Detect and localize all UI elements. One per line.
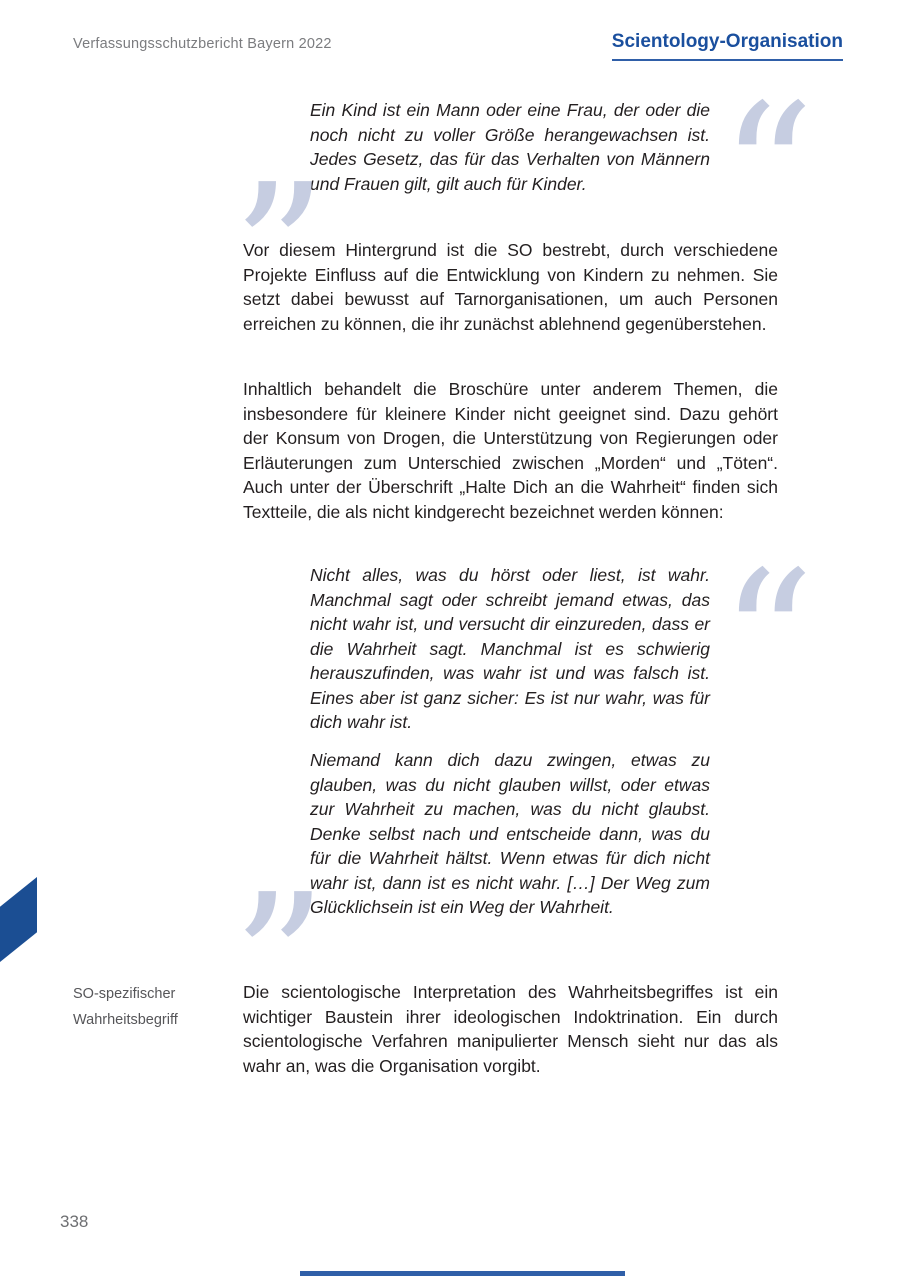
- blue-chevron-shape: [0, 877, 37, 962]
- quote-open-icon: “: [720, 531, 815, 747]
- quote-close-icon: ”: [232, 144, 327, 360]
- margin-note-line-1: SO-spezifischer: [73, 986, 176, 1002]
- report-title: Verfassungsschutzbericht Bayern 2022: [73, 36, 332, 52]
- chapter-title-wrap: [612, 31, 843, 61]
- chapter-title: Scientology-Organisation: [612, 31, 843, 61]
- closing-paragraph: Die scientologische Interpretation des Wahrheitsbegriffes ist ein wichtiger Baustein ihrer ideologischen Indoktrination. Ein durch scientologische Verfahren manipulierter Mensch sieht nur das als wahr an, was die Organisation vorgibt.: [243, 982, 778, 1076]
- quote-2-paragraph-2: Niemand kann dich dazu zwingen, etwas zu glauben, was du nicht glauben willst, oder etwas zur Wahrheit zu machen, was du nicht glaubst. Denke selbst nach und entscheide dann, was du für die Wahrheit hältst. Wenn etwas für dich nicht wahr ist, dann ist es nicht wahr. […] Der Weg zum Glücklichsein ist ein Weg der Wahrheit.: [310, 750, 710, 917]
- quote-2-paragraph-1: Nicht alles, was du hörst oder liest, ist wahr. Manchmal sagt oder schreibt jemand etwas, das nicht wahr ist, und versucht dir einzureden, dass er die Wahrheit sagt. Manchmal ist es schwierig herauszufinden, was wahr ist und was falsch ist. Eines aber ist ganz sicher: Es ist nur wahr, was für dich wahr ist.: [310, 565, 710, 732]
- margin-note: [73, 981, 178, 1033]
- quote-open-icon: “: [720, 64, 815, 280]
- footer-edge-line: [300, 1271, 625, 1276]
- body-paragraph-1: Vor diesem Hintergrund ist die SO bestrebt, durch verschiedene Projekte Einfluss auf die Entwicklung von Kindern zu nehmen. Sie setzt dabei bewusst auf Tarnorganisationen, um auch Personen erreichen zu können, die ihr zunächst ablehnend gegenüberstehen.: [243, 240, 778, 334]
- quote-1-text: Ein Kind ist ein Mann oder eine Frau, der oder die noch nicht zu voller Größe herangewachsen ist. Jedes Gesetz, das für das Verhalten von Männern und Frauen gilt, gilt auch für Kinder.: [310, 100, 710, 194]
- quote-close-icon: ”: [232, 854, 327, 1070]
- body-paragraph-2: Inhaltlich behandelt die Broschüre unter anderem Themen, die insbesondere für kleinere Kinder nicht geeignet sind. Dazu gehört der Konsum von Drogen, die Unterstützung von Regierungen oder Erläuterungen zum Unterschied zwischen „Morden“ und „Töten“. Auch unter der Überschrift „Halte Dich an die Wahrheit“ finden sich Textteile, die als nicht kindgerecht bezeichnet werden können:: [243, 379, 778, 522]
- margin-note-line-2: Wahrheitsbegriff: [73, 1012, 178, 1028]
- page-number: 338: [60, 1212, 89, 1231]
